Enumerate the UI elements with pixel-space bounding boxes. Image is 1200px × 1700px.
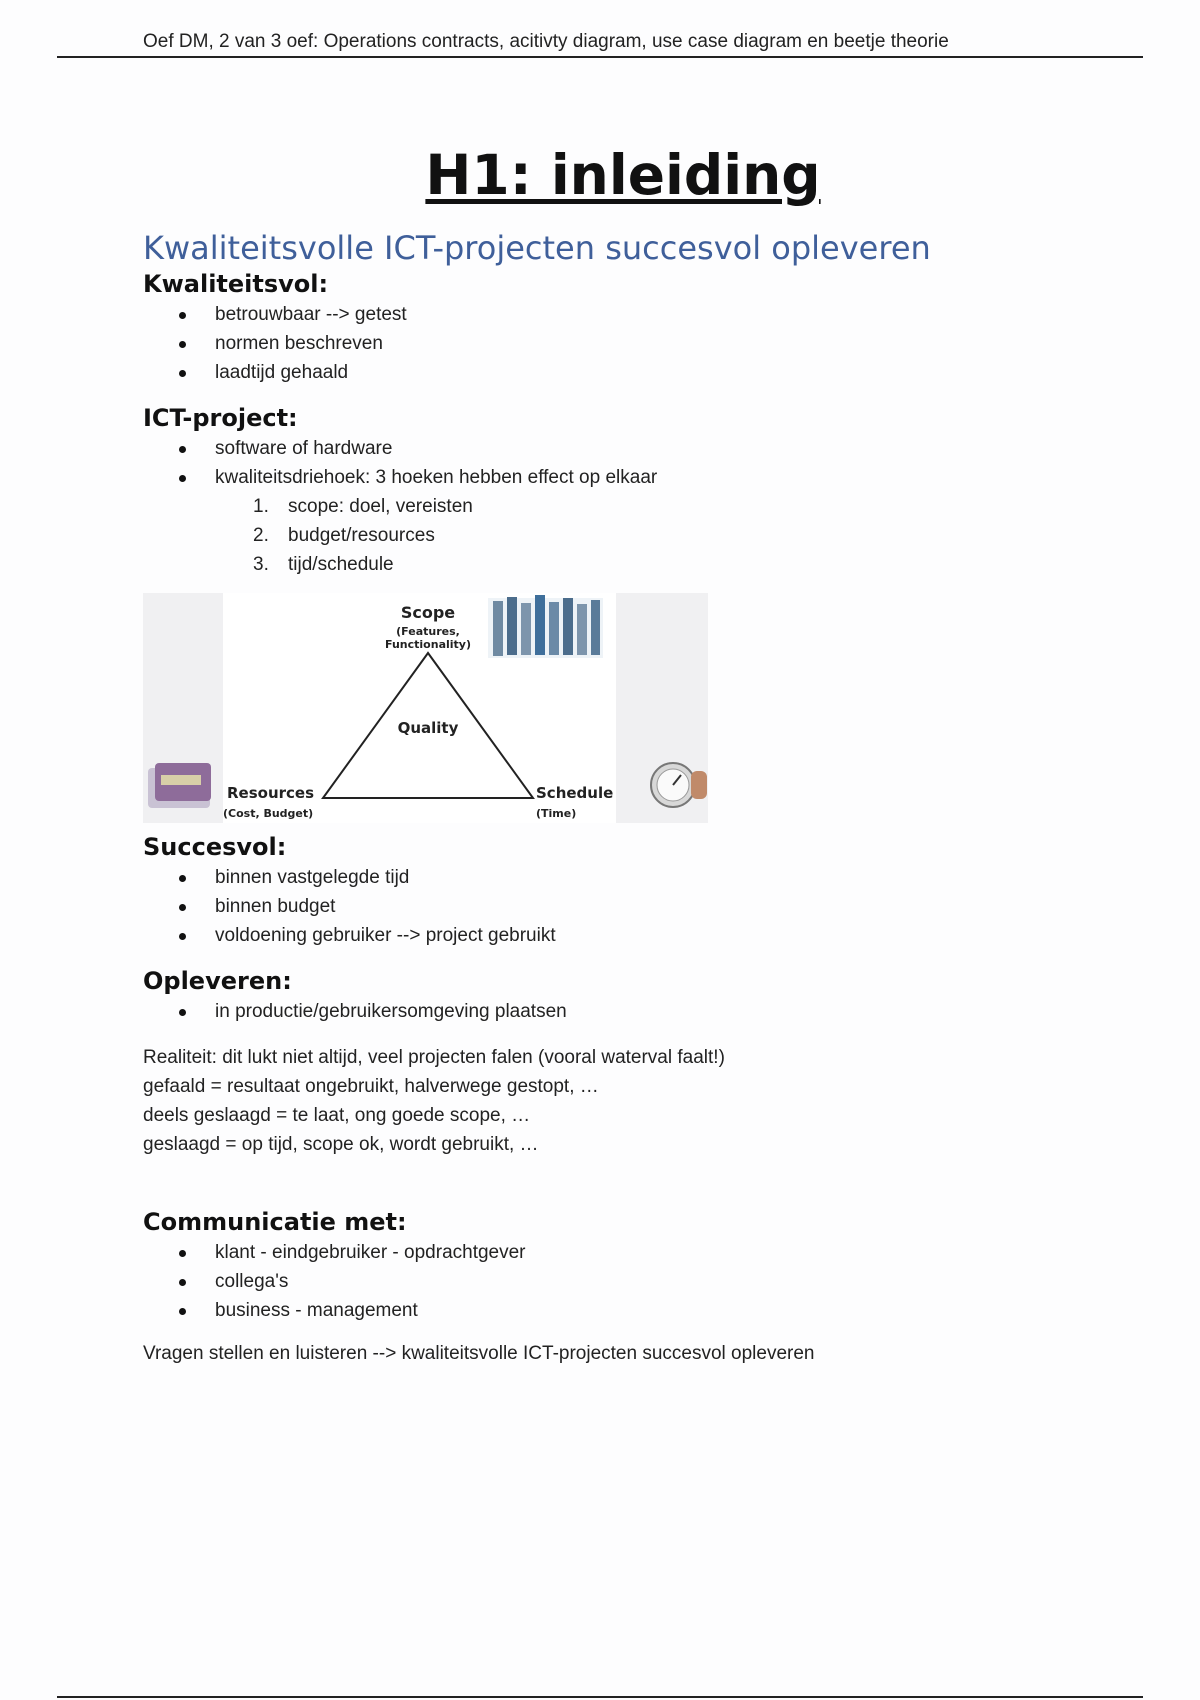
page-title: H1: inleiding [425,143,821,207]
list-item: binnen vastgelegde tijd [143,863,1143,892]
bullet-icon [179,446,186,453]
bullet-icon [179,1250,186,1257]
quality-triangle-figure [143,593,708,823]
resources-label: Resources [227,784,315,802]
schedule-label: Schedule [536,784,614,802]
realiteit-line: gefaald = resultaat ongebruikt, halverwege gestopt, … [143,1076,599,1097]
bullet-icon [179,1279,186,1286]
bullet-icon [179,933,186,940]
heading-communicatie: Communicatie met: [143,1208,407,1236]
list-item: betrouwbaar --> getest [143,300,1143,329]
quality-label: Quality [397,719,459,737]
heading-succesvol: Succesvol: [143,833,287,861]
list-item: in productie/gebruikersomgeving plaatsen [143,997,1143,1026]
bullet-icon [179,312,186,319]
scope-label: Scope [400,603,456,622]
list-item: klant - eindgebruiker - opdrachtgever [143,1238,1143,1267]
header-rule [57,56,1143,58]
page-header: Oef DM, 2 van 3 oef: Operations contracts, acitivty diagram, use case diagram en beetje theorie [143,31,949,52]
list-item: laadtijd gehaald [143,358,1143,387]
resources-sub-label: (Cost, Budget) [223,807,314,820]
quality-triangle-svg [143,593,708,823]
realiteit-block [143,1043,1143,1159]
numbered-item: 1. scope: doel, vereisten [253,496,473,517]
ict-project-sublist [143,492,1143,579]
footer-rule [57,1696,1143,1698]
schedule-sub-label: (Time) [536,807,577,820]
scope-sub-label: (Features, [396,625,460,638]
opleveren-list [143,997,1143,1026]
bullet-icon [179,875,186,882]
conclusion-text: Vragen stellen en luisteren --> kwaliteitsvolle ICT-projecten succesvol opleveren [143,1343,815,1364]
heading-ict-project: ICT-project: [143,404,298,432]
people-crowd-icon [488,595,603,658]
heading-opleveren: Opleveren: [143,967,292,995]
section-subtitle: Kwaliteitsvolle ICT-projecten succesvol opleveren [143,229,931,267]
scope-sub-label-2: Functionality) [385,638,471,651]
list-item: kwaliteitsdriehoek: 3 hoeken hebben effect op elkaar [143,463,1143,492]
document-body [143,140,1143,1368]
numbered-item: 3. tijd/schedule [253,554,394,575]
ict-project-list [143,434,1143,492]
bullet-icon [179,475,186,482]
bullet-icon [179,370,186,377]
list-item: software of hardware [143,434,1143,463]
succesvol-list [143,863,1143,950]
list-item: binnen budget [143,892,1143,921]
money-stack-icon [148,763,211,808]
list-item: voldoening gebruiker --> project gebruikt [143,921,1143,950]
bullet-icon [179,1308,186,1315]
list-item: normen beschreven [143,329,1143,358]
kwaliteitsvol-list [143,300,1143,387]
list-item: business - management [143,1296,1143,1325]
numbered-item: 2. budget/resources [253,525,435,546]
heading-kwaliteitsvol: Kwaliteitsvol: [143,270,329,298]
bullet-icon [179,1009,186,1016]
list-item: collega's [143,1267,1143,1296]
realiteit-line: deels geslaagd = te laat, ong goede scope, … [143,1105,531,1126]
bullet-icon [179,341,186,348]
realiteit-line: geslaagd = op tijd, scope ok, wordt gebruikt, … [143,1134,539,1155]
realiteit-line: Realiteit: dit lukt niet altijd, veel projecten falen (vooral waterval faalt!) [143,1047,725,1068]
communicatie-list [143,1238,1143,1325]
bullet-icon [179,904,186,911]
